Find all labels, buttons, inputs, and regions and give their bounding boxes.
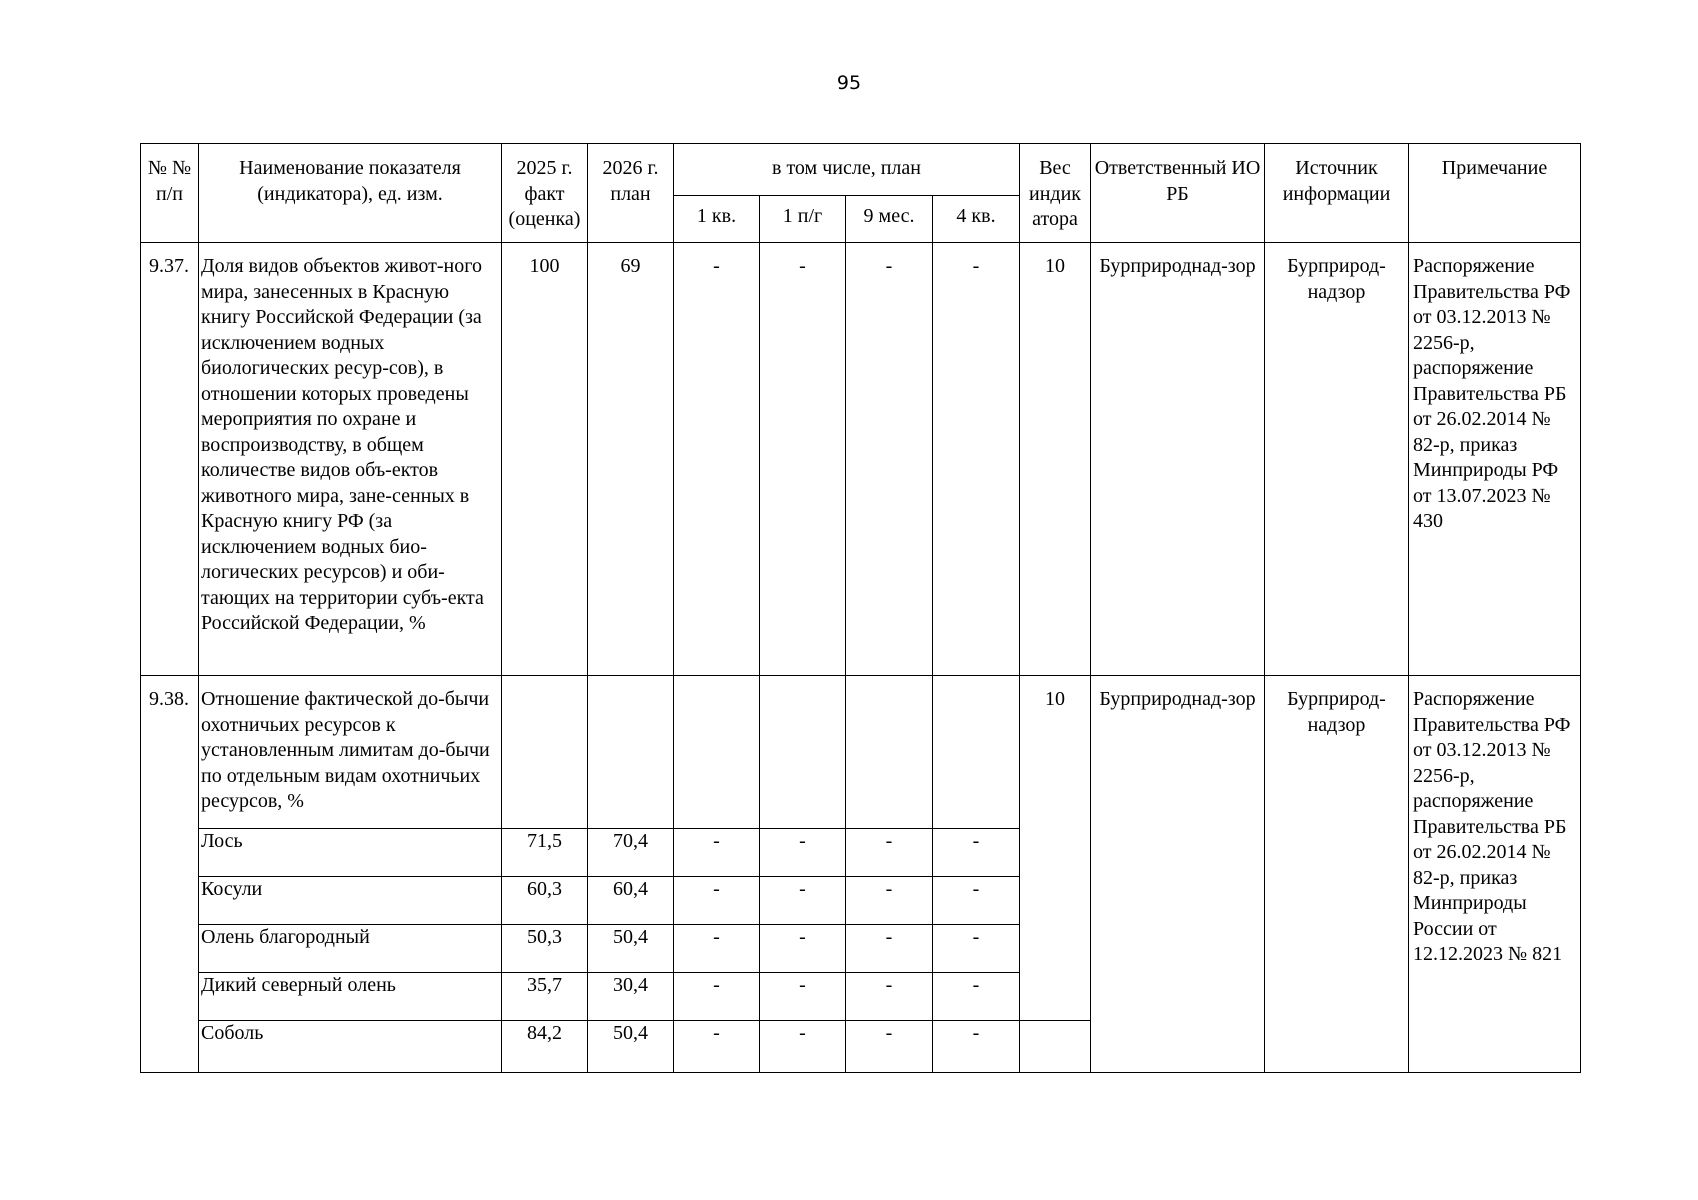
- value-q1: -: [674, 925, 760, 973]
- value-h1: -: [760, 829, 846, 877]
- header-source: Источник информации: [1265, 144, 1409, 243]
- info-source: Бурприрод-надзор: [1265, 243, 1409, 676]
- value-h1: -: [760, 925, 846, 973]
- species-name: Соболь: [199, 1021, 502, 1073]
- value-9m: [846, 676, 933, 829]
- header-q1: 1 кв.: [674, 196, 760, 243]
- species-name: Олень благородный: [199, 925, 502, 973]
- value-2025: [502, 676, 588, 829]
- indicator-weight: 10: [1020, 243, 1091, 676]
- value-q4: -: [933, 973, 1020, 1021]
- value-q1: [674, 676, 760, 829]
- value-2025: 50,3: [502, 925, 588, 973]
- indicator-weight-empty: [1020, 1021, 1091, 1073]
- responsible: Бурприроднад-зор: [1091, 243, 1265, 676]
- indicators-table: [140, 143, 1581, 1073]
- value-q4: -: [933, 877, 1020, 925]
- value-2026: 60,4: [588, 877, 674, 925]
- value-h1: -: [760, 1021, 846, 1073]
- table-row: [141, 676, 1581, 829]
- species-name: Косули: [199, 877, 502, 925]
- indicator-weight: 10: [1020, 676, 1091, 1021]
- note: Распоряжение Правительства РФ от 03.12.2013 № 2256-р, распоряжение Правительства РБ от 26.02.2014 № 82-р, приказ Минприроды России от 12.12.2023 № 821: [1409, 676, 1581, 1073]
- header-incl-plan: в том числе, план: [674, 144, 1020, 196]
- value-2025: 84,2: [502, 1021, 588, 1073]
- value-2026: 69: [588, 243, 674, 676]
- value-q4: [933, 676, 1020, 829]
- value-q4: -: [933, 1021, 1020, 1073]
- value-2026: 50,4: [588, 1021, 674, 1073]
- note: Распоряжение Правительства РФ от 03.12.2013 № 2256-р, распоряжение Правительства РБ от 26.02.2014 № 82-р, приказ Минприроды РФ от 13.07.2023 № 430: [1409, 243, 1581, 676]
- value-q4: -: [933, 243, 1020, 676]
- value-q1: -: [674, 877, 760, 925]
- value-2025: 60,3: [502, 877, 588, 925]
- value-q1: -: [674, 973, 760, 1021]
- indicator-name: Отношение фактической до-бычи охотничьих ресурсов к установленным лимитам до-бычи по отдельным видам охотничьих ресурсов, %: [199, 676, 502, 829]
- species-name: Дикий северный олень: [199, 973, 502, 1021]
- value-9m: -: [846, 973, 933, 1021]
- value-2026: 50,4: [588, 925, 674, 973]
- responsible: Бурприроднад-зор: [1091, 676, 1265, 1073]
- header-9m: 9 мес.: [846, 196, 933, 243]
- row-number: 9.37.: [141, 243, 199, 676]
- value-2025: 35,7: [502, 973, 588, 1021]
- header-note: Примечание: [1409, 144, 1581, 243]
- header-responsible: Ответственный ИО РБ: [1091, 144, 1265, 243]
- header-name: Наименование показателя (индикатора), ед. изм.: [199, 144, 502, 243]
- value-2026: 30,4: [588, 973, 674, 1021]
- header-h1: 1 п/г: [760, 196, 846, 243]
- value-q1: -: [674, 1021, 760, 1073]
- info-source: Бурприрод-надзор: [1265, 676, 1409, 1073]
- value-q4: -: [933, 829, 1020, 877]
- value-9m: -: [846, 925, 933, 973]
- header-2026: 2026 г. план: [588, 144, 674, 243]
- value-q1: -: [674, 829, 760, 877]
- value-q1: -: [674, 243, 760, 676]
- value-9m: -: [846, 1021, 933, 1073]
- value-h1: -: [760, 243, 846, 676]
- indicator-name: Доля видов объектов живот-ного мира, занесенных в Красную книгу Российской Федерации (за исключением водных биологических ресур-сов), в отношении которых проведены мероприятия по охране и воспроизводству, в общем количестве видов объ-ектов животного мира, зане-сенных в Красную книгу РФ (за исключением водных био-логических ресурсов) и оби-тающих на территории субъ-екта Российской Федерации, %: [199, 243, 502, 676]
- header-q4: 4 кв.: [933, 196, 1020, 243]
- value-2026: 70,4: [588, 829, 674, 877]
- species-name: Лось: [199, 829, 502, 877]
- value-h1: [760, 676, 846, 829]
- value-2026: [588, 676, 674, 829]
- page-number: 95: [836, 72, 862, 94]
- value-9m: -: [846, 829, 933, 877]
- row-number: 9.38.: [141, 676, 199, 1073]
- value-2025: 71,5: [502, 829, 588, 877]
- value-9m: -: [846, 243, 933, 676]
- table-row: [141, 243, 1581, 676]
- header-2025: 2025 г. факт (оценка): [502, 144, 588, 243]
- value-h1: -: [760, 877, 846, 925]
- header-num: № № п/п: [141, 144, 199, 243]
- value-9m: -: [846, 877, 933, 925]
- value-h1: -: [760, 973, 846, 1021]
- value-2025: 100: [502, 243, 588, 676]
- value-q4: -: [933, 925, 1020, 973]
- header-weight: Вес индик атора: [1020, 144, 1091, 243]
